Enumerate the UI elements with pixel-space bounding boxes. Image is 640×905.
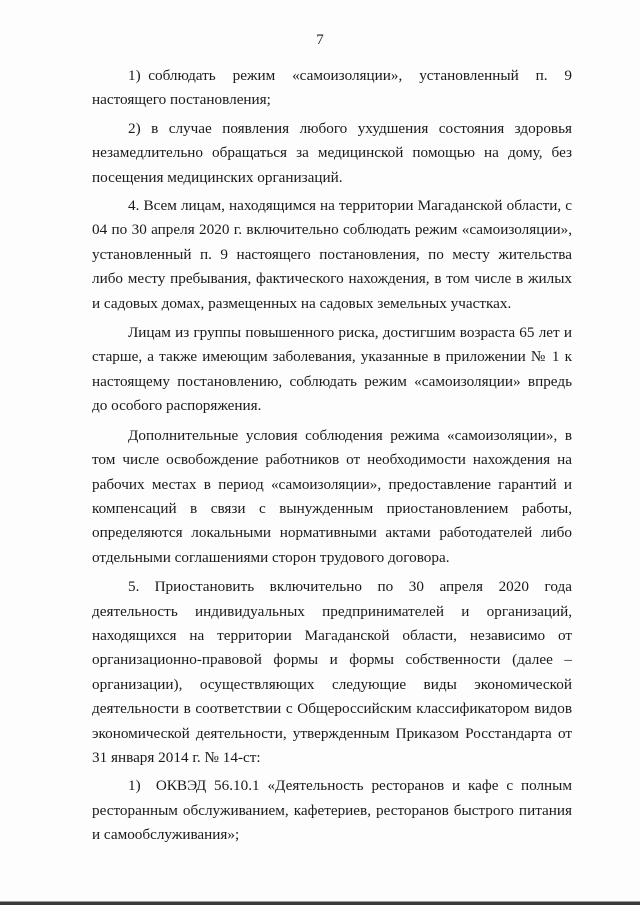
paragraph-high-risk-group: Лицам из группы повышенного риска, достигшим возраста 65 лет и старше, а также имеющим заболевания, указанные в приложении № 1 к настоящему постановлению, соблюдать режим «самоизоляции» впредь до особого распоряжения. xyxy=(92,324,572,415)
paragraph-section-4: 4. Всем лицам, находящимся на территории Магаданской области, с 04 по 30 апреля 2020 г. включительно соблюдать режим «самоизоляции», установленный п. 9 настоящего постановления, по месту жительства либо месту пребывания, фактического нахождения, в том числе в жилых и садовых домах, размещенных на садовых земельных участках. xyxy=(92,197,572,312)
document-body xyxy=(92,64,572,848)
paragraph-item-1: 1) соблюдать режим «самоизоляции», установленный п. 9 настоящего постановления; xyxy=(92,67,572,109)
paragraph-section-5: 5. Приостановить включительно по 30 апреля 2020 года деятельность индивидуальных предпринимателей и организаций, находящихся на территории Магаданской области, независимо от организационно-правовой формы и формы собственности (далее – организации), осуществляющих следующие виды экономической деятельности в соответствии с Общероссийским классификатором видов экономической деятельности, утвержденным Приказом Росстандарта от 31 января 2014 г. № 14-ст: xyxy=(92,578,572,766)
paragraph-additional-conditions: Дополнительные условия соблюдения режима «самоизоляции», в том числе освобождение работников от необходимости нахождения на рабочих местах в период «самоизоляции», предоставление гарантий и компенсаций в связи с вынужденным приостановлением работы, определяются локальными нормативными актами работодателей либо отдельными соглашениями сторон трудового договора. xyxy=(92,426,572,566)
paragraph-okved-item-1: 1) ОКВЭД 56.10.1 «Деятельность ресторанов и кафе с полным ресторанным обслуживанием, кафетериев, ресторанов быстрого питания и самообслуживания»; xyxy=(92,777,572,844)
paragraph-item-2: 2) в случае появления любого ухудшения состояния здоровья незамедлительно обращаться за медицинской помощью на дому, без посещения медицинских организаций. xyxy=(92,119,572,186)
page-number: 7 xyxy=(316,32,324,48)
